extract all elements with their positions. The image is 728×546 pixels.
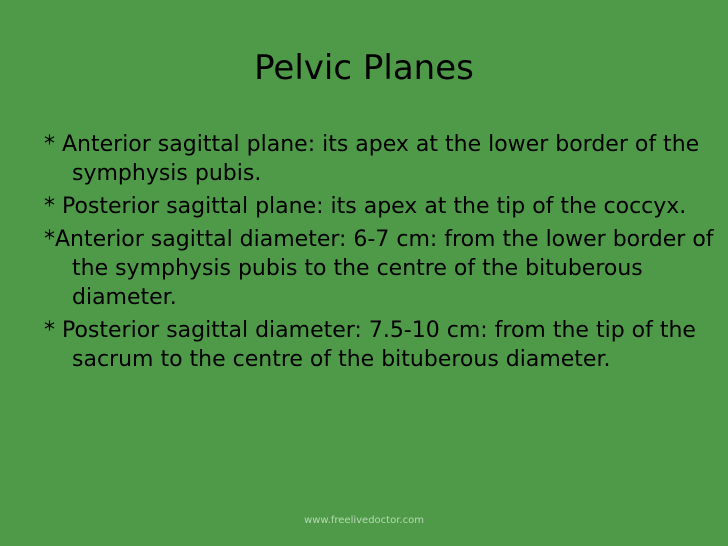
bullet-item-anterior-sagittal-diameter: *Anterior sagittal diameter: 6-7 cm: from the lower border of the symphysis pubis to the centre of the bituberous diameter.	[44, 227, 714, 310]
bullet-list	[44, 130, 714, 378]
slide-title: Pelvic Planes	[254, 48, 474, 88]
footer-watermark-link[interactable]: www.freelivedoctor.com	[304, 515, 424, 526]
bullet-item-anterior-sagittal-plane: * Anterior sagittal plane: its apex at the lower border of the symphysis pubis.	[44, 132, 700, 186]
bullet-item-posterior-sagittal-diameter: * Posterior sagittal diameter: 7.5-10 cm: from the tip of the sacrum to the centre of the bituberous diameter.	[44, 318, 696, 372]
bullet-item-posterior-sagittal-plane: * Posterior sagittal plane: its apex at the tip of the coccyx.	[44, 194, 687, 219]
